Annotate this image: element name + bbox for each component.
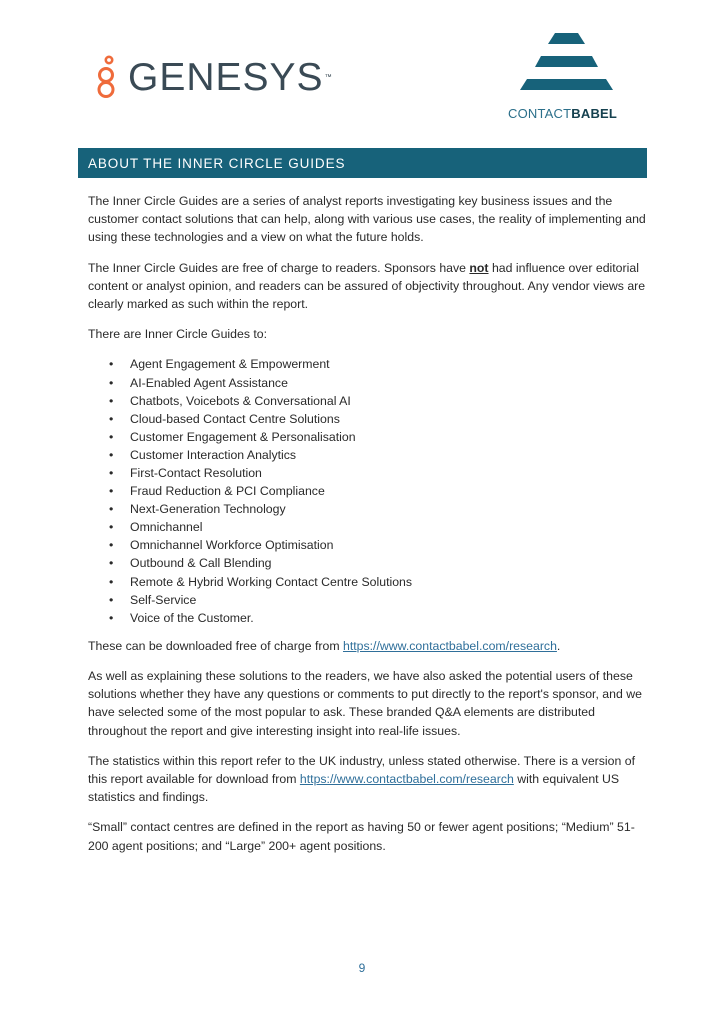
- research-link-us[interactable]: https://www.contactbabel.com/research: [299, 772, 514, 787]
- guide-list-item: [88, 554, 648, 572]
- guide-list-item: [88, 536, 648, 554]
- guide-title: Outbound & Call Blending: [130, 556, 272, 571]
- guide-list-item: [88, 591, 648, 609]
- list-intro: There are Inner Circle Guides to:: [88, 327, 268, 342]
- intro-paragraph: The Inner Circle Guides are a series of analyst reports investigating key business issues and the customer contact solutions that can help, along with various use cases, the reality of implementing and using these technologies and a view on what the future holds.: [88, 194, 646, 245]
- genesys-wordmark: GENESYS: [128, 55, 324, 99]
- guide-list-item: [88, 482, 648, 500]
- bullet-icon: •: [109, 574, 114, 589]
- contactbabel-wordmark: CONTACTBABEL: [508, 106, 618, 121]
- download-paragraph: These can be downloaded free of charge from https://www.contactbabel.com/research.: [88, 638, 561, 653]
- bullet-icon: •: [109, 502, 114, 517]
- guide-title: AI-Enabled Agent Assistance: [130, 375, 288, 390]
- bullet-icon: •: [109, 393, 114, 408]
- bullet-icon: •: [109, 357, 114, 372]
- bullet-icon: •: [109, 429, 114, 444]
- page-content: [88, 192, 648, 867]
- qa-paragraph: As well as explaining these solutions to the readers, we have also asked the potential users of these solutions whether they have any questions or comments to put directly to the report's sponsor, and we have selected some of the most popular to ask. These branded Q&A elements are distributed throughout the report and give interesting insight into real-life issues.: [88, 669, 642, 738]
- guide-list-item: [88, 410, 648, 428]
- guide-title: Next-Generation Technology: [130, 502, 286, 517]
- guide-title: Voice of the Customer.: [130, 610, 254, 625]
- bullet-icon: •: [109, 411, 114, 426]
- guide-list-item: [88, 464, 648, 482]
- bullet-icon: •: [109, 484, 114, 499]
- guide-title: Omnichannel: [130, 520, 203, 535]
- bullet-icon: •: [109, 556, 114, 571]
- bullet-icon: •: [109, 447, 114, 462]
- guide-title: Self-Service: [130, 592, 197, 607]
- section-title-bar: [78, 148, 647, 178]
- page-number: 9: [358, 961, 366, 975]
- genesys-trademark: ™: [324, 73, 332, 81]
- guides-list: [88, 355, 648, 626]
- guide-list-item: [88, 500, 648, 518]
- sponsor-paragraph: The Inner Circle Guides are free of charge to readers. Sponsors have not had influence over editorial content or analyst opinion, and readers can be assured of objectivity throughout. Any vendor views are clearly marked as such within the report.: [88, 260, 646, 312]
- research-link[interactable]: https://www.contactbabel.com/research: [342, 638, 557, 653]
- guide-title: Customer Interaction Analytics: [130, 447, 297, 462]
- guide-list-item: [88, 355, 648, 373]
- emphasis-not: not: [469, 260, 489, 275]
- guide-title: Cloud-based Contact Centre Solutions: [130, 411, 340, 426]
- genesys-mark-icon: [92, 54, 120, 100]
- bullet-icon: •: [109, 610, 114, 625]
- guide-list-item: [88, 374, 648, 392]
- guide-title: Omnichannel Workforce Optimisation: [130, 538, 334, 553]
- guide-title: Fraud Reduction & PCI Compliance: [130, 484, 325, 499]
- bullet-icon: •: [109, 592, 114, 607]
- bullet-icon: •: [109, 520, 114, 535]
- bullet-icon: •: [109, 538, 114, 553]
- guide-list-item: [88, 446, 648, 464]
- guide-title: Chatbots, Voicebots & Conversational AI: [130, 393, 351, 408]
- bullet-icon: •: [109, 375, 114, 390]
- section-title: ABOUT THE INNER CIRCLE GUIDES: [88, 155, 346, 171]
- genesys-logo: [92, 54, 332, 100]
- guide-title: Agent Engagement & Empowerment: [130, 357, 330, 372]
- guide-title: First-Contact Resolution: [130, 465, 262, 480]
- guide-list-item: [88, 392, 648, 410]
- guide-title: Remote & Hybrid Working Contact Centre Solutions: [130, 574, 413, 589]
- guide-list-item: [88, 573, 648, 591]
- guide-list-item: [88, 428, 648, 446]
- statistics-paragraph: The statistics within this report refer to the UK industry, unless stated otherwise. There is a version of this report available for download from https://www.contactbabel.com/research with equivalent US statistics and findings.: [88, 753, 635, 805]
- guide-title: Customer Engagement & Personalisation: [130, 429, 356, 444]
- bullet-icon: •: [109, 465, 114, 480]
- guide-list-item: [88, 609, 648, 627]
- sizes-paragraph: “Small” contact centres are defined in the report as having 50 or fewer agent positions; “Medium” 51-200 agent positions; and “Large” 200+ agent positions.: [88, 820, 635, 853]
- guide-list-item: [88, 518, 648, 536]
